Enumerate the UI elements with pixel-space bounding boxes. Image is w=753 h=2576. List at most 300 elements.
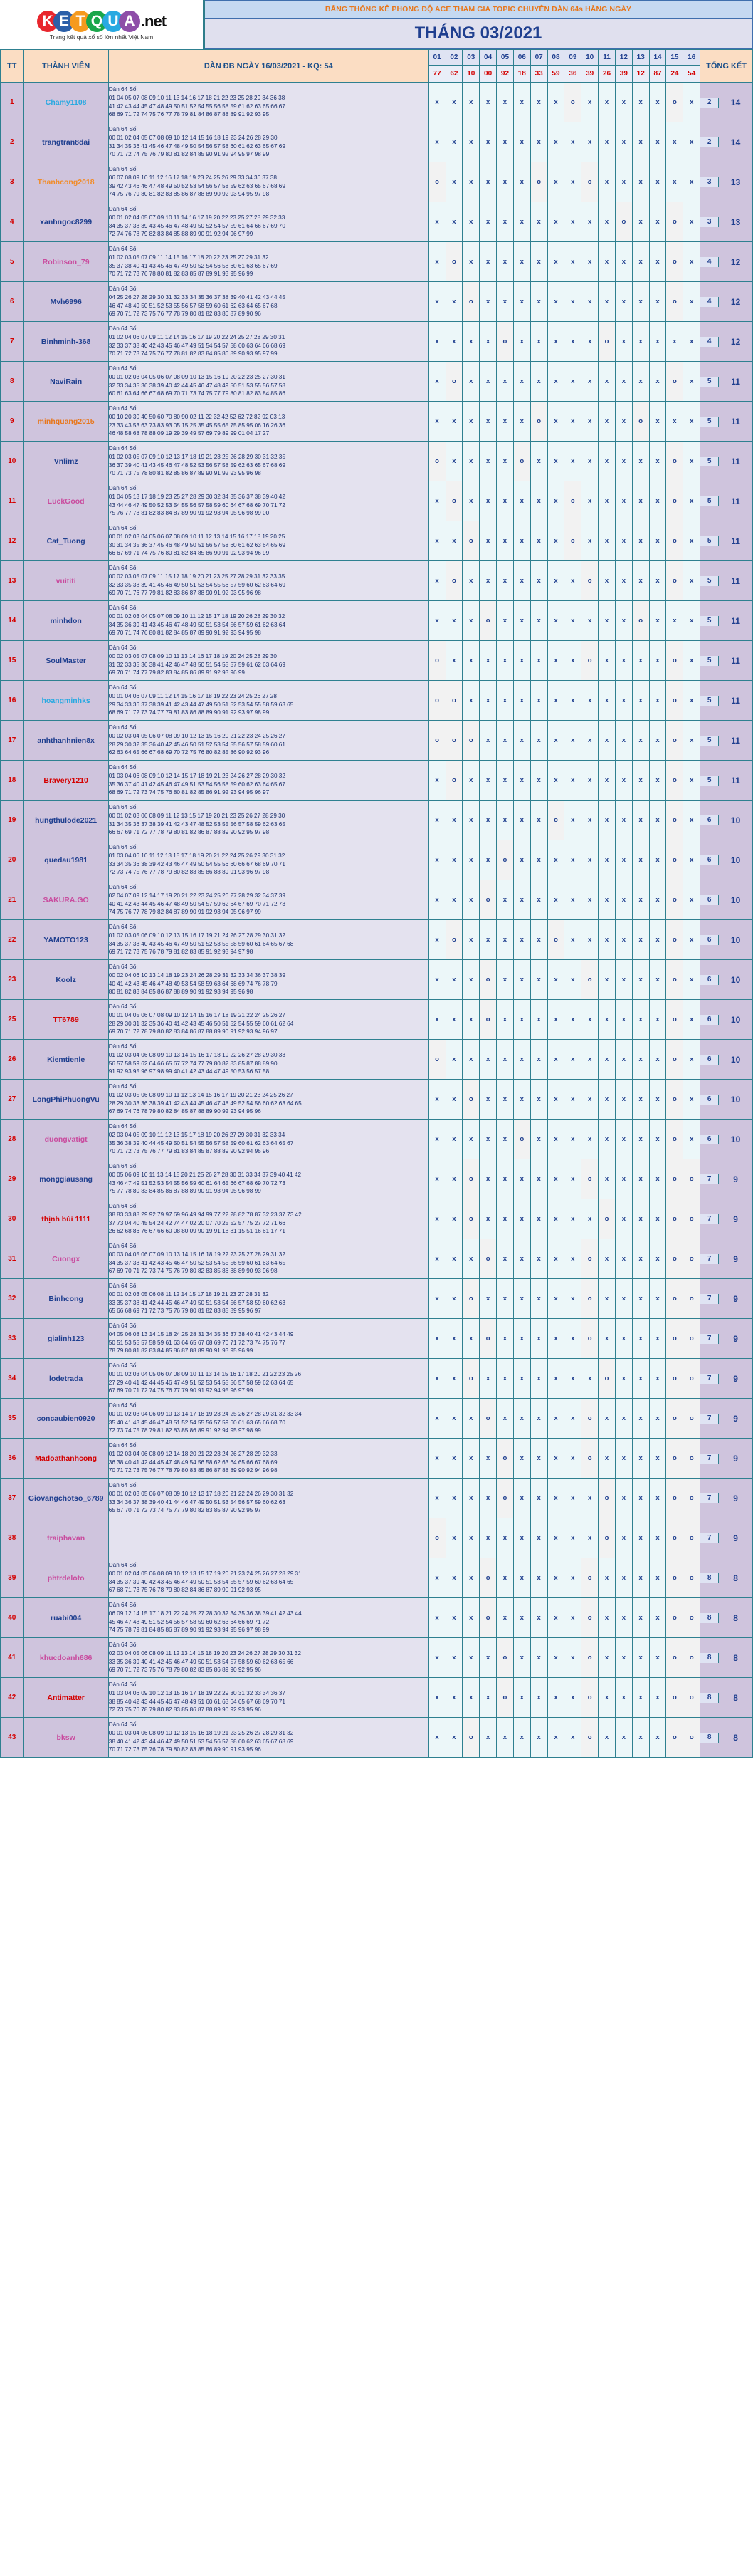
mark-cell-05[interactable]: o: [497, 322, 514, 362]
mark-cell-12[interactable]: x: [615, 761, 632, 801]
mark-cell-14[interactable]: x: [649, 202, 666, 242]
mark-cell-15[interactable]: o: [666, 1399, 683, 1439]
mark-cell-12[interactable]: x: [615, 1239, 632, 1279]
mark-cell-05[interactable]: x: [497, 162, 514, 202]
mark-cell-06[interactable]: x: [513, 402, 530, 442]
mark-cell-06[interactable]: x: [513, 1399, 530, 1439]
mark-cell-04[interactable]: x: [480, 521, 497, 561]
mark-cell-02[interactable]: x: [446, 1359, 463, 1399]
mark-cell-10[interactable]: o: [581, 1399, 599, 1439]
mark-cell-05[interactable]: x: [497, 362, 514, 402]
mark-cell-16[interactable]: x: [683, 1080, 700, 1120]
mark-cell-10[interactable]: x: [581, 202, 599, 242]
mark-cell-13[interactable]: x: [632, 1718, 649, 1758]
mark-cell-04[interactable]: x: [480, 322, 497, 362]
mark-cell-02[interactable]: x: [446, 1080, 463, 1120]
mark-cell-11[interactable]: o: [599, 1199, 616, 1239]
mark-cell-16[interactable]: o: [683, 1479, 700, 1518]
mark-cell-12[interactable]: x: [615, 1199, 632, 1239]
mark-cell-07[interactable]: x: [530, 1558, 547, 1598]
mark-cell-16[interactable]: o: [683, 1718, 700, 1758]
mark-cell-13[interactable]: o: [632, 601, 649, 641]
mark-cell-07[interactable]: x: [530, 880, 547, 920]
mark-cell-15[interactable]: x: [666, 402, 683, 442]
mark-cell-05[interactable]: x: [497, 1359, 514, 1399]
mark-cell-08[interactable]: x: [547, 1199, 564, 1239]
mark-cell-15[interactable]: o: [666, 681, 683, 721]
member-name[interactable]: minhdon: [23, 601, 108, 641]
mark-cell-12[interactable]: x: [615, 402, 632, 442]
mark-cell-05[interactable]: x: [497, 761, 514, 801]
mark-cell-07[interactable]: x: [530, 362, 547, 402]
mark-cell-06[interactable]: x: [513, 1439, 530, 1479]
mark-cell-05[interactable]: x: [497, 1598, 514, 1638]
mark-cell-03[interactable]: x: [463, 481, 480, 521]
mark-cell-06[interactable]: x: [513, 1040, 530, 1080]
mark-cell-10[interactable]: x: [581, 282, 599, 322]
mark-cell-02[interactable]: x: [446, 1558, 463, 1598]
mark-cell-05[interactable]: x: [497, 1279, 514, 1319]
mark-cell-06[interactable]: x: [513, 960, 530, 1000]
mark-cell-03[interactable]: x: [463, 122, 480, 162]
mark-cell-06[interactable]: x: [513, 322, 530, 362]
mark-cell-03[interactable]: x: [463, 1638, 480, 1678]
mark-cell-10[interactable]: x: [581, 122, 599, 162]
mark-cell-12[interactable]: x: [615, 601, 632, 641]
mark-cell-02[interactable]: x: [446, 1239, 463, 1279]
mark-cell-01[interactable]: o: [428, 721, 446, 761]
mark-cell-01[interactable]: x: [428, 1678, 446, 1718]
mark-cell-09[interactable]: x: [564, 1279, 581, 1319]
mark-cell-02[interactable]: x: [446, 162, 463, 202]
mark-cell-13[interactable]: x: [632, 282, 649, 322]
mark-cell-01[interactable]: x: [428, 362, 446, 402]
mark-cell-05[interactable]: x: [497, 83, 514, 122]
mark-cell-07[interactable]: x: [530, 561, 547, 601]
mark-cell-06[interactable]: x: [513, 1239, 530, 1279]
mark-cell-08[interactable]: x: [547, 83, 564, 122]
mark-cell-15[interactable]: o: [666, 1000, 683, 1040]
mark-cell-05[interactable]: x: [497, 242, 514, 282]
mark-cell-13[interactable]: x: [632, 561, 649, 601]
mark-cell-14[interactable]: x: [649, 1439, 666, 1479]
mark-cell-14[interactable]: x: [649, 122, 666, 162]
mark-cell-07[interactable]: x: [530, 442, 547, 481]
mark-cell-08[interactable]: x: [547, 840, 564, 880]
mark-cell-11[interactable]: o: [599, 1518, 616, 1558]
mark-cell-09[interactable]: x: [564, 1399, 581, 1439]
mark-cell-02[interactable]: o: [446, 362, 463, 402]
mark-cell-16[interactable]: x: [683, 1120, 700, 1159]
mark-cell-16[interactable]: x: [683, 641, 700, 681]
mark-cell-07[interactable]: x: [530, 1399, 547, 1439]
mark-cell-11[interactable]: x: [599, 1159, 616, 1199]
mark-cell-15[interactable]: o: [666, 840, 683, 880]
mark-cell-02[interactable]: x: [446, 1678, 463, 1718]
member-name[interactable]: anhthanhnien8x: [23, 721, 108, 761]
mark-cell-01[interactable]: x: [428, 1319, 446, 1359]
mark-cell-12[interactable]: x: [615, 681, 632, 721]
mark-cell-02[interactable]: x: [446, 1159, 463, 1199]
mark-cell-16[interactable]: x: [683, 721, 700, 761]
mark-cell-01[interactable]: o: [428, 1040, 446, 1080]
mark-cell-04[interactable]: o: [480, 1319, 497, 1359]
mark-cell-11[interactable]: x: [599, 880, 616, 920]
mark-cell-07[interactable]: x: [530, 1518, 547, 1558]
mark-cell-12[interactable]: x: [615, 880, 632, 920]
mark-cell-03[interactable]: x: [463, 801, 480, 840]
mark-cell-16[interactable]: x: [683, 561, 700, 601]
mark-cell-09[interactable]: x: [564, 282, 581, 322]
mark-cell-05[interactable]: x: [497, 721, 514, 761]
member-name[interactable]: Robinson_79: [23, 242, 108, 282]
mark-cell-10[interactable]: x: [581, 242, 599, 282]
mark-cell-10[interactable]: o: [581, 1279, 599, 1319]
mark-cell-15[interactable]: o: [666, 1479, 683, 1518]
mark-cell-07[interactable]: x: [530, 1319, 547, 1359]
mark-cell-06[interactable]: x: [513, 641, 530, 681]
member-name[interactable]: Kiemtienle: [23, 1040, 108, 1080]
mark-cell-11[interactable]: x: [599, 1000, 616, 1040]
mark-cell-01[interactable]: x: [428, 242, 446, 282]
mark-cell-05[interactable]: x: [497, 1199, 514, 1239]
mark-cell-04[interactable]: x: [480, 761, 497, 801]
day-header-03[interactable]: 03: [463, 50, 480, 66]
mark-cell-15[interactable]: o: [666, 1279, 683, 1319]
mark-cell-12[interactable]: x: [615, 1359, 632, 1399]
mark-cell-08[interactable]: x: [547, 721, 564, 761]
mark-cell-09[interactable]: x: [564, 761, 581, 801]
mark-cell-02[interactable]: x: [446, 83, 463, 122]
member-name[interactable]: lodetrada: [23, 1359, 108, 1399]
mark-cell-16[interactable]: o: [683, 1678, 700, 1718]
mark-cell-13[interactable]: x: [632, 1598, 649, 1638]
mark-cell-10[interactable]: x: [581, 721, 599, 761]
mark-cell-05[interactable]: x: [497, 1000, 514, 1040]
mark-cell-07[interactable]: x: [530, 840, 547, 880]
mark-cell-16[interactable]: x: [683, 83, 700, 122]
mark-cell-13[interactable]: x: [632, 1439, 649, 1479]
mark-cell-15[interactable]: o: [666, 202, 683, 242]
mark-cell-03[interactable]: x: [463, 1439, 480, 1479]
mark-cell-12[interactable]: x: [615, 162, 632, 202]
mark-cell-11[interactable]: x: [599, 442, 616, 481]
mark-cell-03[interactable]: x: [463, 1598, 480, 1638]
member-name[interactable]: vuititi: [23, 561, 108, 601]
mark-cell-16[interactable]: x: [683, 282, 700, 322]
day-header-05[interactable]: 05: [497, 50, 514, 66]
mark-cell-13[interactable]: x: [632, 641, 649, 681]
mark-cell-04[interactable]: x: [480, 1479, 497, 1518]
member-name[interactable]: bksw: [23, 1718, 108, 1758]
mark-cell-08[interactable]: x: [547, 1080, 564, 1120]
mark-cell-10[interactable]: o: [581, 1159, 599, 1199]
mark-cell-04[interactable]: x: [480, 202, 497, 242]
mark-cell-07[interactable]: x: [530, 1120, 547, 1159]
mark-cell-16[interactable]: x: [683, 1040, 700, 1080]
member-name[interactable]: concaubien0920: [23, 1399, 108, 1439]
mark-cell-04[interactable]: x: [480, 481, 497, 521]
mark-cell-08[interactable]: x: [547, 960, 564, 1000]
mark-cell-04[interactable]: o: [480, 1000, 497, 1040]
mark-cell-04[interactable]: x: [480, 721, 497, 761]
member-name[interactable]: hoangminhks: [23, 681, 108, 721]
mark-cell-09[interactable]: x: [564, 1239, 581, 1279]
mark-cell-03[interactable]: x: [463, 641, 480, 681]
mark-cell-04[interactable]: o: [480, 960, 497, 1000]
member-name[interactable]: TT6789: [23, 1000, 108, 1040]
mark-cell-12[interactable]: x: [615, 362, 632, 402]
mark-cell-15[interactable]: o: [666, 920, 683, 960]
mark-cell-11[interactable]: x: [599, 1279, 616, 1319]
mark-cell-11[interactable]: x: [599, 601, 616, 641]
mark-cell-15[interactable]: o: [666, 1120, 683, 1159]
mark-cell-14[interactable]: x: [649, 481, 666, 521]
member-name[interactable]: traiphavan: [23, 1518, 108, 1558]
mark-cell-08[interactable]: x: [547, 402, 564, 442]
mark-cell-06[interactable]: x: [513, 801, 530, 840]
mark-cell-05[interactable]: x: [497, 202, 514, 242]
mark-cell-02[interactable]: x: [446, 282, 463, 322]
mark-cell-11[interactable]: o: [599, 1479, 616, 1518]
mark-cell-02[interactable]: x: [446, 1598, 463, 1638]
mark-cell-16[interactable]: x: [683, 761, 700, 801]
mark-cell-11[interactable]: x: [599, 83, 616, 122]
mark-cell-12[interactable]: o: [615, 202, 632, 242]
mark-cell-15[interactable]: o: [666, 1718, 683, 1758]
mark-cell-06[interactable]: x: [513, 1558, 530, 1598]
mark-cell-12[interactable]: x: [615, 1319, 632, 1359]
mark-cell-09[interactable]: x: [564, 721, 581, 761]
mark-cell-04[interactable]: x: [480, 1279, 497, 1319]
mark-cell-12[interactable]: x: [615, 481, 632, 521]
mark-cell-01[interactable]: x: [428, 1120, 446, 1159]
mark-cell-14[interactable]: x: [649, 322, 666, 362]
mark-cell-04[interactable]: x: [480, 362, 497, 402]
mark-cell-11[interactable]: x: [599, 362, 616, 402]
mark-cell-05[interactable]: x: [497, 561, 514, 601]
mark-cell-15[interactable]: o: [666, 83, 683, 122]
mark-cell-12[interactable]: x: [615, 840, 632, 880]
day-header-07[interactable]: 07: [530, 50, 547, 66]
mark-cell-01[interactable]: x: [428, 83, 446, 122]
member-name[interactable]: Cat_Tuong: [23, 521, 108, 561]
mark-cell-11[interactable]: x: [599, 1120, 616, 1159]
mark-cell-07[interactable]: x: [530, 1000, 547, 1040]
mark-cell-12[interactable]: x: [615, 1159, 632, 1199]
mark-cell-06[interactable]: x: [513, 242, 530, 282]
mark-cell-01[interactable]: x: [428, 1598, 446, 1638]
day-header-01[interactable]: 01: [428, 50, 446, 66]
mark-cell-03[interactable]: x: [463, 1239, 480, 1279]
mark-cell-08[interactable]: x: [547, 282, 564, 322]
member-name[interactable]: Mvh6996: [23, 282, 108, 322]
mark-cell-11[interactable]: x: [599, 1678, 616, 1718]
mark-cell-13[interactable]: x: [632, 1120, 649, 1159]
mark-cell-05[interactable]: x: [497, 521, 514, 561]
mark-cell-14[interactable]: x: [649, 761, 666, 801]
mark-cell-07[interactable]: x: [530, 920, 547, 960]
mark-cell-12[interactable]: x: [615, 1040, 632, 1080]
mark-cell-08[interactable]: x: [547, 681, 564, 721]
mark-cell-04[interactable]: x: [480, 1359, 497, 1399]
mark-cell-12[interactable]: x: [615, 1399, 632, 1439]
mark-cell-07[interactable]: x: [530, 1638, 547, 1678]
day-header-10[interactable]: 10: [581, 50, 599, 66]
mark-cell-16[interactable]: x: [683, 322, 700, 362]
mark-cell-05[interactable]: x: [497, 402, 514, 442]
mark-cell-07[interactable]: x: [530, 1159, 547, 1199]
mark-cell-10[interactable]: x: [581, 880, 599, 920]
mark-cell-04[interactable]: x: [480, 1159, 497, 1199]
mark-cell-05[interactable]: o: [497, 1479, 514, 1518]
mark-cell-04[interactable]: x: [480, 840, 497, 880]
mark-cell-09[interactable]: x: [564, 681, 581, 721]
member-name[interactable]: Cuongx: [23, 1239, 108, 1279]
mark-cell-01[interactable]: x: [428, 322, 446, 362]
mark-cell-16[interactable]: o: [683, 1598, 700, 1638]
mark-cell-11[interactable]: x: [599, 202, 616, 242]
day-header-02[interactable]: 02: [446, 50, 463, 66]
mark-cell-08[interactable]: x: [547, 1479, 564, 1518]
mark-cell-13[interactable]: x: [632, 1319, 649, 1359]
mark-cell-05[interactable]: x: [497, 1040, 514, 1080]
mark-cell-13[interactable]: x: [632, 1558, 649, 1598]
mark-cell-10[interactable]: o: [581, 1319, 599, 1359]
mark-cell-06[interactable]: o: [513, 442, 530, 481]
mark-cell-03[interactable]: x: [463, 1678, 480, 1718]
mark-cell-16[interactable]: o: [683, 1399, 700, 1439]
mark-cell-09[interactable]: x: [564, 1678, 581, 1718]
mark-cell-04[interactable]: x: [480, 1638, 497, 1678]
mark-cell-02[interactable]: x: [446, 1319, 463, 1359]
mark-cell-12[interactable]: x: [615, 1678, 632, 1718]
mark-cell-10[interactable]: x: [581, 920, 599, 960]
mark-cell-08[interactable]: x: [547, 1558, 564, 1598]
mark-cell-15[interactable]: o: [666, 362, 683, 402]
mark-cell-10[interactable]: x: [581, 1199, 599, 1239]
mark-cell-16[interactable]: o: [683, 1279, 700, 1319]
mark-cell-01[interactable]: x: [428, 801, 446, 840]
mark-cell-06[interactable]: x: [513, 840, 530, 880]
member-name[interactable]: Binhcong: [23, 1279, 108, 1319]
mark-cell-12[interactable]: x: [615, 282, 632, 322]
mark-cell-08[interactable]: x: [547, 880, 564, 920]
mark-cell-05[interactable]: x: [497, 681, 514, 721]
mark-cell-16[interactable]: x: [683, 960, 700, 1000]
mark-cell-10[interactable]: x: [581, 681, 599, 721]
mark-cell-14[interactable]: x: [649, 801, 666, 840]
mark-cell-05[interactable]: x: [497, 1558, 514, 1598]
member-name[interactable]: SoulMaster: [23, 641, 108, 681]
mark-cell-01[interactable]: x: [428, 960, 446, 1000]
mark-cell-12[interactable]: x: [615, 521, 632, 561]
mark-cell-08[interactable]: x: [547, 442, 564, 481]
mark-cell-08[interactable]: x: [547, 1239, 564, 1279]
mark-cell-06[interactable]: x: [513, 1718, 530, 1758]
mark-cell-10[interactable]: o: [581, 1678, 599, 1718]
mark-cell-14[interactable]: x: [649, 1718, 666, 1758]
mark-cell-05[interactable]: x: [497, 1319, 514, 1359]
mark-cell-10[interactable]: x: [581, 1120, 599, 1159]
mark-cell-14[interactable]: x: [649, 681, 666, 721]
mark-cell-14[interactable]: x: [649, 1518, 666, 1558]
mark-cell-07[interactable]: o: [530, 162, 547, 202]
mark-cell-01[interactable]: x: [428, 282, 446, 322]
mark-cell-03[interactable]: x: [463, 242, 480, 282]
mark-cell-01[interactable]: x: [428, 1479, 446, 1518]
mark-cell-08[interactable]: x: [547, 1638, 564, 1678]
mark-cell-01[interactable]: x: [428, 521, 446, 561]
mark-cell-13[interactable]: x: [632, 1040, 649, 1080]
mark-cell-11[interactable]: x: [599, 761, 616, 801]
mark-cell-16[interactable]: x: [683, 442, 700, 481]
mark-cell-08[interactable]: x: [547, 1319, 564, 1359]
mark-cell-14[interactable]: x: [649, 1080, 666, 1120]
mark-cell-03[interactable]: x: [463, 1518, 480, 1558]
mark-cell-06[interactable]: x: [513, 880, 530, 920]
member-name[interactable]: hungthulode2021: [23, 801, 108, 840]
mark-cell-03[interactable]: o: [463, 1359, 480, 1399]
mark-cell-14[interactable]: x: [649, 880, 666, 920]
mark-cell-13[interactable]: x: [632, 1638, 649, 1678]
member-name[interactable]: xanhngoc8299: [23, 202, 108, 242]
member-name[interactable]: monggiausang: [23, 1159, 108, 1199]
mark-cell-03[interactable]: o: [463, 1279, 480, 1319]
mark-cell-09[interactable]: x: [564, 840, 581, 880]
mark-cell-16[interactable]: x: [683, 880, 700, 920]
mark-cell-03[interactable]: x: [463, 1479, 480, 1518]
mark-cell-05[interactable]: x: [497, 442, 514, 481]
mark-cell-11[interactable]: x: [599, 1638, 616, 1678]
member-name[interactable]: ruabi004: [23, 1598, 108, 1638]
mark-cell-13[interactable]: x: [632, 1359, 649, 1399]
mark-cell-10[interactable]: x: [581, 801, 599, 840]
mark-cell-01[interactable]: x: [428, 601, 446, 641]
mark-cell-15[interactable]: o: [666, 721, 683, 761]
mark-cell-13[interactable]: x: [632, 1518, 649, 1558]
mark-cell-03[interactable]: x: [463, 761, 480, 801]
mark-cell-08[interactable]: x: [547, 162, 564, 202]
mark-cell-13[interactable]: x: [632, 1678, 649, 1718]
mark-cell-13[interactable]: x: [632, 1080, 649, 1120]
mark-cell-02[interactable]: x: [446, 641, 463, 681]
mark-cell-07[interactable]: x: [530, 202, 547, 242]
mark-cell-15[interactable]: o: [666, 1319, 683, 1359]
mark-cell-03[interactable]: o: [463, 1080, 480, 1120]
mark-cell-03[interactable]: x: [463, 960, 480, 1000]
mark-cell-01[interactable]: x: [428, 561, 446, 601]
mark-cell-11[interactable]: x: [599, 162, 616, 202]
mark-cell-03[interactable]: x: [463, 442, 480, 481]
mark-cell-04[interactable]: x: [480, 801, 497, 840]
mark-cell-04[interactable]: o: [480, 1239, 497, 1279]
mark-cell-07[interactable]: x: [530, 1598, 547, 1638]
mark-cell-16[interactable]: x: [683, 601, 700, 641]
mark-cell-12[interactable]: x: [615, 83, 632, 122]
mark-cell-09[interactable]: x: [564, 1638, 581, 1678]
mark-cell-12[interactable]: x: [615, 442, 632, 481]
mark-cell-09[interactable]: x: [564, 1439, 581, 1479]
mark-cell-02[interactable]: x: [446, 521, 463, 561]
mark-cell-06[interactable]: x: [513, 681, 530, 721]
mark-cell-10[interactable]: x: [581, 1000, 599, 1040]
mark-cell-12[interactable]: x: [615, 1120, 632, 1159]
mark-cell-06[interactable]: x: [513, 1159, 530, 1199]
mark-cell-12[interactable]: x: [615, 1479, 632, 1518]
mark-cell-05[interactable]: o: [497, 1678, 514, 1718]
mark-cell-06[interactable]: x: [513, 1598, 530, 1638]
